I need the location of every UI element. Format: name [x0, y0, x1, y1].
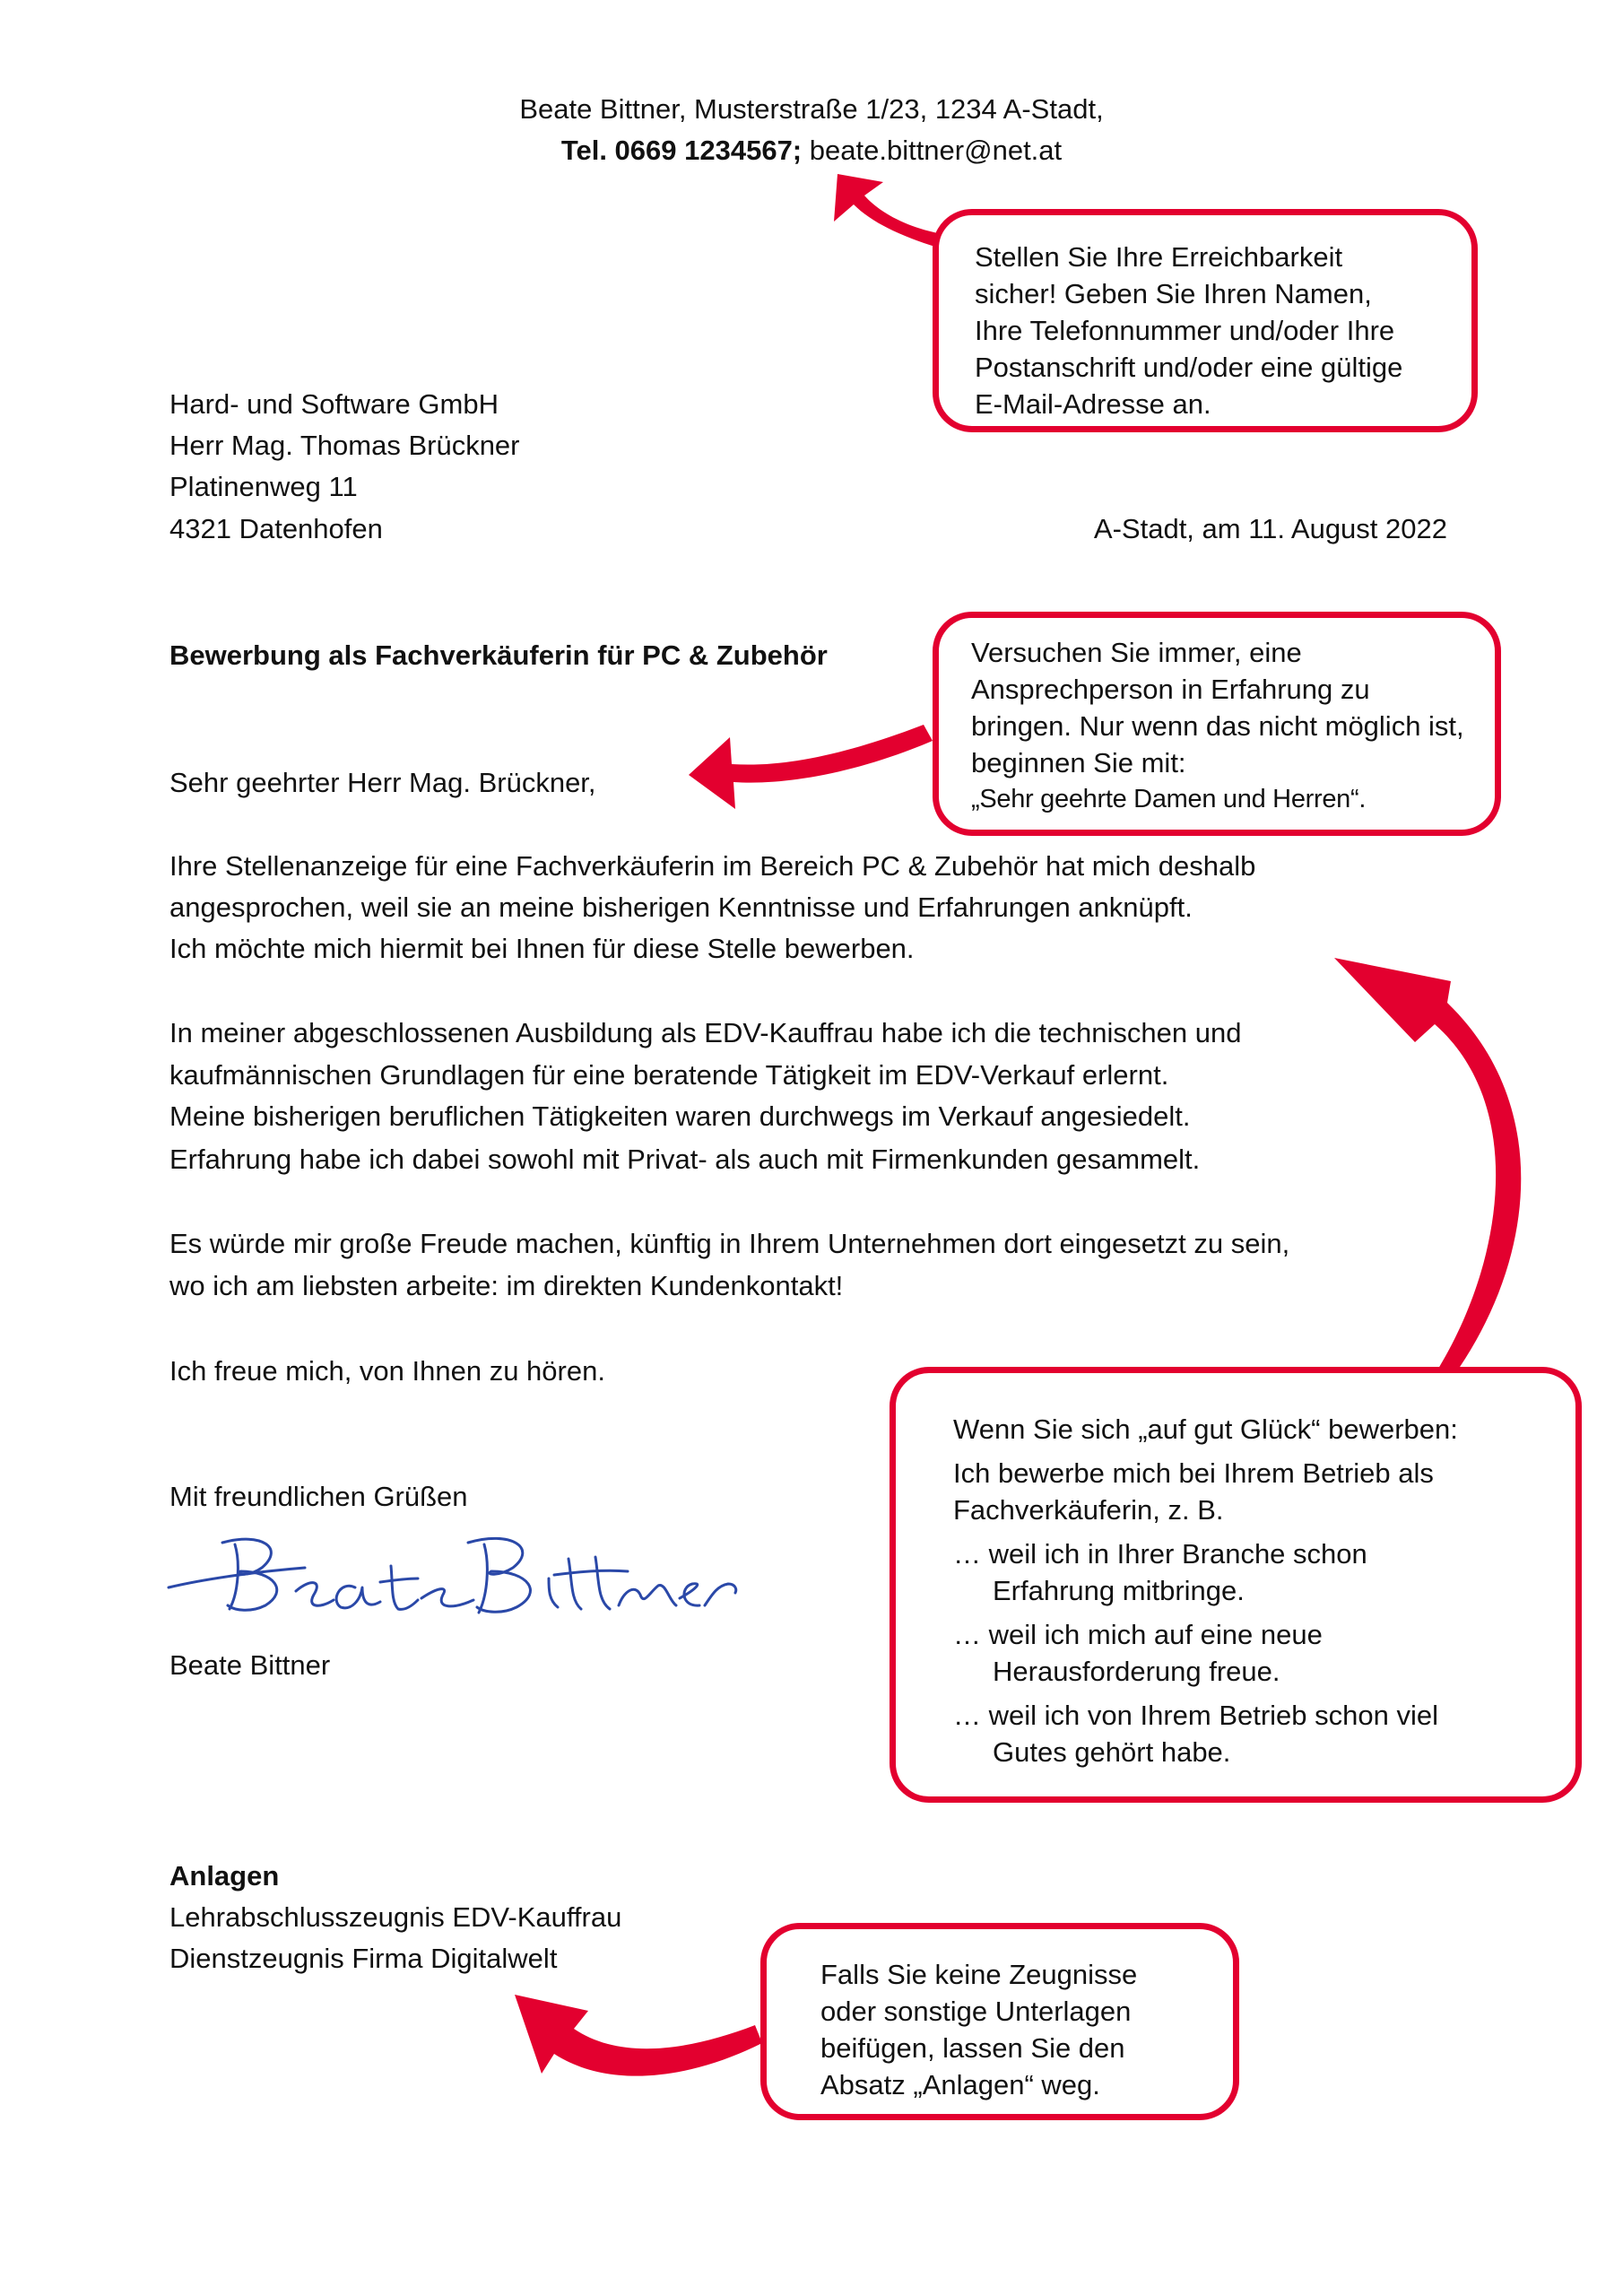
paragraph-3-line-1: Es würde mir große Freude machen, künftig in Ihrem Unternehmen dort eingesetzt zu sein,: [169, 1228, 1290, 1259]
subject-line: Bewerbung als Fachverkäuferin für PC & Zubehör: [169, 639, 828, 671]
callout-contact-tip: [933, 209, 1478, 432]
closing: Mit freundlichen Grüßen: [169, 1481, 468, 1512]
arrow-icon: [834, 174, 947, 248]
attachment-item-1: Lehrabschlusszeugnis EDV-Kauffrau: [169, 1901, 622, 1933]
callout-speculative-application-tip: [890, 1367, 1582, 1803]
sender-contact-line: [0, 129, 1623, 171]
callout-line: Ansprechperson in Erfahrung zu: [971, 674, 1370, 705]
recipient-company: Hard- und Software GmbH: [169, 388, 499, 420]
callout-line: Fachverkäuferin, z. B.: [953, 1494, 1224, 1526]
sender-address: Beate Bittner, Musterstraße 1/23, 1234 A-Stadt,: [519, 93, 1104, 125]
callout-reason-3: [953, 1697, 1554, 1770]
paragraph-2-line-1: In meiner abgeschlossenen Ausbildung als EDV-Kauffrau habe ich die technischen und: [169, 1017, 1242, 1048]
reason-line: … weil ich in Ihrer Branche schon: [953, 1538, 1367, 1570]
recipient-street: Platinenweg 11: [169, 471, 358, 502]
paragraph-4-line-1: Ich freue mich, von Ihnen zu hören.: [169, 1355, 605, 1387]
attachments-heading: Anlagen: [169, 1860, 280, 1892]
paragraph-1-line-3: Ich möchte mich hiermit bei Ihnen für diese Stelle bewerben.: [169, 933, 915, 964]
salutation: Sehr geehrter Herr Mag. Brückner,: [169, 767, 596, 798]
recipient-person: Herr Mag. Thomas Brückner: [169, 430, 520, 461]
arrow-icon: [689, 725, 933, 809]
attachment-item-2: Dienstzeugnis Firma Digitalwelt: [169, 1943, 558, 1974]
callout-attachments-tip: [760, 1923, 1239, 2120]
callout-line: Ich bewerbe mich bei Ihrem Betrieb als: [953, 1457, 1434, 1489]
paragraph-2-line-4: Erfahrung habe ich dabei sowohl mit Privat- als auch mit Firmenkunden gesammelt.: [169, 1144, 1201, 1175]
arrow-icon: [1334, 958, 1521, 1372]
sender-phone: Tel. 0669 1234567;: [560, 135, 803, 166]
paragraph-3-line-2: wo ich am liebsten arbeite: im direkten Kundenkontakt!: [169, 1270, 844, 1301]
paragraph-2-line-2: kaufmännischen Grundlagen für eine beratende Tätigkeit im EDV-Verkauf erlernt.: [169, 1059, 1169, 1091]
callout-line: Versuchen Sie immer, eine: [971, 637, 1302, 668]
arrow-icon: [515, 1995, 762, 2076]
callout-line: E-Mail-Adresse an.: [975, 388, 1211, 420]
reason-line: Erfahrung mitbringe.: [993, 1575, 1245, 1606]
recipient-city: 4321 Datenhofen: [169, 513, 383, 544]
reason-line: Gutes gehört habe.: [993, 1736, 1231, 1768]
place-date: A-Stadt, am 11. August 2022: [1093, 513, 1447, 544]
paragraph-1-line-2: angesprochen, weil sie an meine bisherigen Kenntnisse und Erfahrungen anknüpft.: [169, 891, 1193, 923]
callout-line: beginnen Sie mit:: [971, 747, 1186, 778]
callout-line: Ihre Telefonnummer und/oder Ihre: [975, 315, 1395, 346]
callout-line: Falls Sie keine Zeugnisse: [820, 1959, 1138, 1990]
callout-line: bringen. Nur wenn das nicht möglich ist,: [971, 710, 1464, 742]
callout-intro: Wenn Sie sich „auf gut Glück“ bewerben:: [953, 1413, 1458, 1445]
paragraph-1-line-1: Ihre Stellenanzeige für eine Fachverkäuferin im Bereich PC & Zubehör hat mich deshalb: [169, 850, 1256, 882]
callout-reason-1: [953, 1535, 1554, 1609]
callout-line: oder sonstige Unterlagen: [820, 1996, 1132, 2027]
reason-line: Herausforderung freue.: [993, 1656, 1280, 1687]
callout-reason-2: [953, 1616, 1554, 1690]
callout-line: beifügen, lassen Sie den: [820, 2032, 1125, 2064]
reason-line: … weil ich mich auf eine neue: [953, 1619, 1323, 1650]
paragraph-2-line-3: Meine bisherigen beruflichen Tätigkeiten waren durchwegs im Verkauf angesiedelt.: [169, 1100, 1191, 1132]
callout-line: sicher! Geben Sie Ihren Namen,: [975, 278, 1372, 309]
callout-line: Postanschrift und/oder eine gültige: [975, 352, 1403, 383]
callout-salutation-tip: [933, 612, 1501, 836]
reason-line: … weil ich von Ihrem Betrieb schon viel: [953, 1700, 1439, 1731]
sender-email: beate.bittner@net.at: [809, 135, 1063, 166]
callout-line: Absatz „Anlagen“ weg.: [820, 2069, 1100, 2100]
signer-name: Beate Bittner: [169, 1649, 331, 1681]
callout-line: „Sehr geehrte Damen und Herren“.: [971, 785, 1367, 813]
callout-line: Stellen Sie Ihre Erreichbarkeit: [975, 241, 1343, 273]
